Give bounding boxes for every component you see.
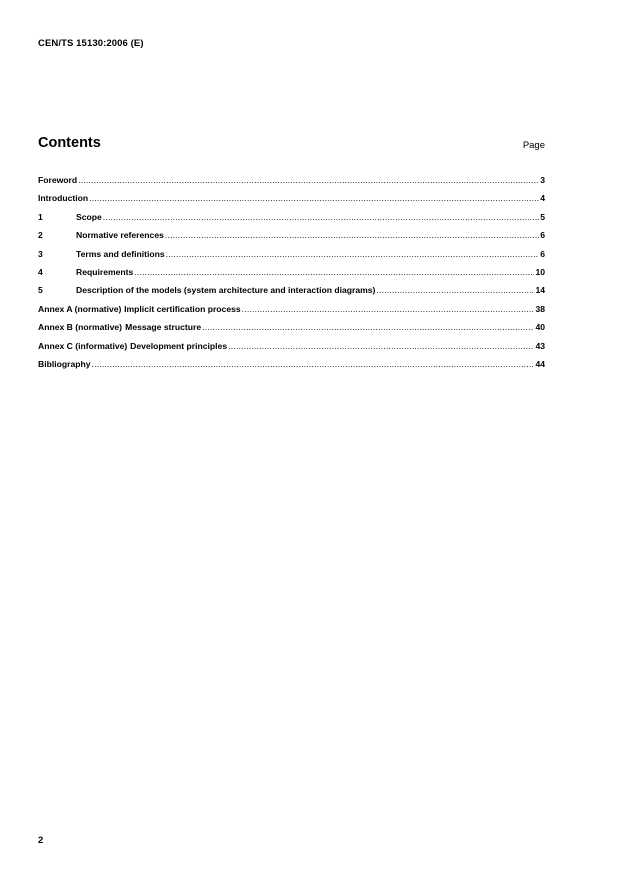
toc-entry-page: 44 (535, 358, 545, 369)
toc-leader-dots (376, 285, 534, 295)
toc-leader-dots (89, 193, 539, 203)
toc-entry-page: 10 (535, 266, 545, 277)
toc-leader-dots (166, 249, 540, 259)
toc-entry-scope[interactable] (38, 212, 545, 230)
toc-entry-page: 43 (535, 340, 545, 351)
toc-leader-dots (202, 322, 534, 332)
toc-entry-number: 1 (38, 211, 43, 222)
toc-entry-title: Requirements (76, 266, 134, 277)
toc-entry-title: Terms and definitions (76, 248, 165, 259)
document-id-header: CEN/TS 15130:2006 (E) (38, 38, 144, 49)
toc-entry-title: Implicit certification process (124, 303, 241, 314)
page-column-label: Page (522, 140, 545, 151)
toc-entry-page: 4 (540, 193, 545, 204)
toc-entry-annex-b[interactable] (38, 322, 545, 340)
toc-entry-number: 5 (38, 285, 43, 296)
toc-entry-title: Bibliography (38, 358, 91, 369)
toc-entry-annex-c[interactable] (38, 341, 545, 359)
toc-entry-description-of-models[interactable] (38, 285, 545, 303)
toc-entry-title: Foreword (38, 175, 78, 185)
toc-entry-introduction[interactable] (38, 193, 545, 211)
toc-entry-annex-a[interactable] (38, 304, 545, 322)
toc-entry-terms-and-definitions[interactable] (38, 249, 545, 267)
toc-leader-dots (78, 175, 539, 185)
toc-entry-page: 40 (535, 322, 545, 333)
toc-leader-dots (92, 359, 535, 369)
toc-entry-foreword[interactable] (38, 175, 545, 193)
toc-leader-dots (103, 212, 539, 222)
toc-leader-dots (242, 304, 535, 314)
toc-entry-number: 2 (38, 230, 43, 241)
toc-entry-page: 38 (535, 303, 545, 314)
toc-entry-number: 3 (38, 248, 43, 259)
toc-entry-title: Scope (76, 211, 102, 222)
toc-leader-dots (134, 267, 534, 277)
toc-entry-title: Introduction (38, 193, 89, 204)
toc-entry-title: Normative references (76, 230, 164, 241)
toc-entry-normative-references[interactable] (38, 230, 545, 248)
toc-leader-dots (165, 230, 539, 240)
toc-entry-title: Development principles (130, 340, 228, 351)
toc-entry-bibliography[interactable] (38, 359, 545, 377)
toc-entry-page: 14 (535, 285, 545, 296)
toc-entry-number: 4 (38, 266, 43, 277)
toc-entry-page: 3 (540, 175, 545, 185)
toc-entry-page: 6 (540, 248, 545, 259)
contents-heading: Contents (38, 135, 101, 151)
toc-annex-label: Annex B (normative) (38, 322, 123, 333)
toc-annex-label: Annex C (informative) (38, 340, 128, 351)
toc-entry-title: Description of the models (system architecture and interaction diagrams) (76, 285, 376, 296)
toc-entry-title: Message structure (125, 322, 202, 333)
toc-entry-page: 5 (540, 211, 545, 222)
table-of-contents (38, 175, 545, 377)
toc-entry-page: 6 (540, 230, 545, 241)
toc-leader-dots (228, 341, 534, 351)
toc-entry-requirements[interactable] (38, 267, 545, 285)
toc-annex-label: Annex A (normative) (38, 303, 122, 314)
page-number: 2 (38, 835, 44, 846)
